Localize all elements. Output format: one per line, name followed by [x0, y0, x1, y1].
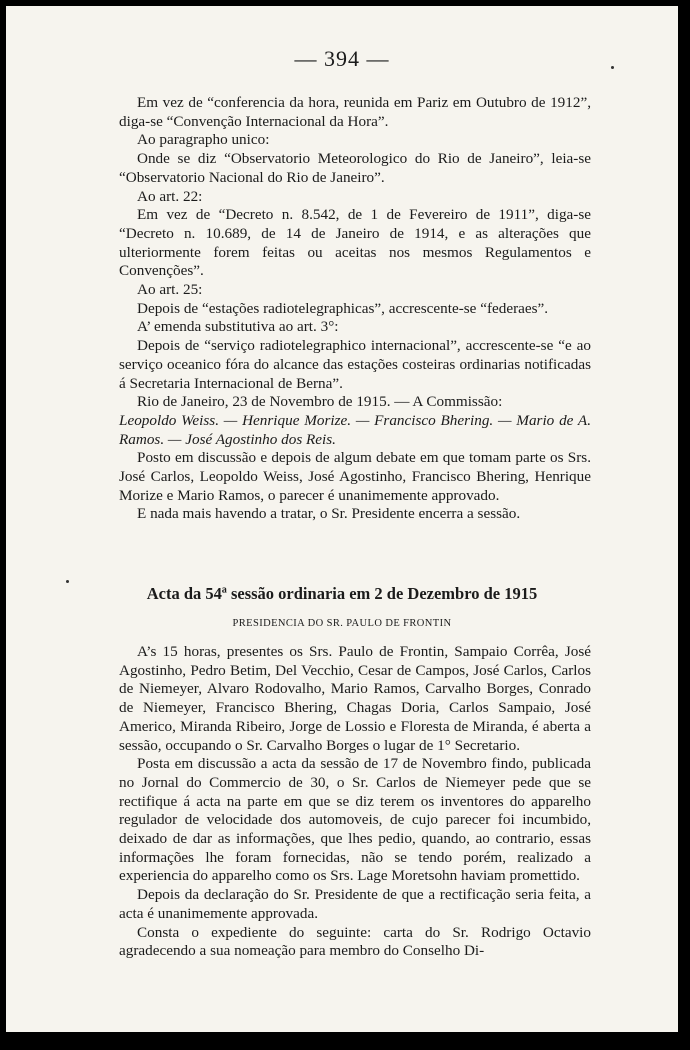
presidency-line: PRESIDENCIA DO SR. PAULO DE FRONTIN [232, 618, 452, 629]
paragraph: Depois da declaração do Sr. Presidente de que a rectificação seria feita, a acta é unanimemente approvada. [119, 886, 591, 922]
paragraph: Posta em discussão a acta da sessão de 17 de Novembro findo, publicada no Jornal do Commercio de 30, o Sr. Carlos de Niemeyer pede que se rectifique á acta na parte em que se diz terem os inventores do apparelho regulador de velocidade dos automoveis, de cujo parecer foi incumbido, deixado de dar as informações, que lhes pedio, quando, ao contrario, essas informações lhe foram fornecidas, não se tendo porém, realizado a experiencia do apparelho como os Srs. Lage Moretsohn haviam promettido. [119, 755, 591, 885]
top-text-block [119, 94, 591, 524]
paragraph: A’ emenda substitutiva ao art. 3°: [137, 318, 339, 336]
paragraph: Rio de Janeiro, 23 de Novembro de 1915. — A Commissão: [137, 393, 503, 411]
document-page [6, 6, 678, 1032]
paragraph: Ao paragrapho unico: [137, 131, 270, 149]
section-title: Acta da 54ª sessão ordinaria em 2 de Dezembro de 1915 [146, 584, 538, 603]
paragraph: Depois de “estações radiotelegraphicas”, accrescente-se “federaes”. [137, 299, 549, 317]
paragraph: Depois de “serviço radiotelegraphico internacional”, accrescente-se “e ao serviço oceanico fóra do alcance das estações costeiras ordinarias notificadas á Secretaria Internacional de Berna”. [119, 337, 591, 392]
paragraph: Consta o expediente do seguinte: carta do Sr. Rodrigo Octavio agradecendo a sua nomeação para membro do Conselho Di- [119, 923, 591, 960]
scan-speck [66, 580, 69, 583]
paragraph: Em vez de “Decreto n. 8.542, de 1 de Fevereiro de 1911”, diga-se “Decreto n. 10.689, de 14 de Janeiro de 1914, e as alterações que ulteriormente forem feitas ou aceitas nos mesmos Regulamentos e Convenções”. [119, 206, 591, 280]
signatures: Leopoldo Weiss. — Henrique Morize. — Francisco Bhering. — Mario de A. Ramos. — José Agostinho dos Reis. [119, 411, 591, 448]
paragraph: Ao art. 22: [137, 187, 203, 205]
paragraph: E nada mais havendo a tratar, o Sr. Presidente encerra a sessão. [137, 505, 521, 523]
bottom-text-block [119, 643, 591, 961]
top-paragraphs [119, 94, 591, 412]
paragraph: A’s 15 horas, presentes os Srs. Paulo de Frontin, Sampaio Corrêa, José Agostinho, Pedro Betim, Del Vecchio, Cesar de Campos, José Carlos, Carlos de Niemeyer, Alvaro Rodovalho, Mario Ramos, Carvalho Borges, Conrado de Niemeyer, Francisco Bhering, Chagas Doria, Carlos Sampaio, José Americo, Miranda Ribeiro, Jorge de Lossio e Floresta de Miranda, é aberta a sessão, occupando o Sr. Carvalho Borges o lugar de 1° Secretario. [119, 643, 591, 754]
bottom-paragraphs [119, 643, 591, 961]
page-number: — 394 — [294, 46, 390, 71]
paragraph: Em vez de “conferencia da hora, reunida em Pariz em Outubro de 1912”, diga-se “Convenção Internacional da Hora”. [119, 94, 591, 130]
after-signature-paragraphs [119, 449, 591, 524]
paragraph: Posto em discussão e depois de algum debate em que tomam parte os Srs. José Carlos, Leopoldo Weiss, José Agostinho, Francisco Bhering, Henrique Morize e Mario Ramos, o parecer é unanimemente approvado. [119, 449, 591, 504]
paragraph: Onde se diz “Observatorio Meteorologico do Rio de Janeiro”, leia-se “Observatorio Nacional do Rio de Janeiro”. [119, 150, 591, 186]
scan-speck [611, 66, 614, 69]
paragraph: Ao art. 25: [137, 281, 203, 299]
